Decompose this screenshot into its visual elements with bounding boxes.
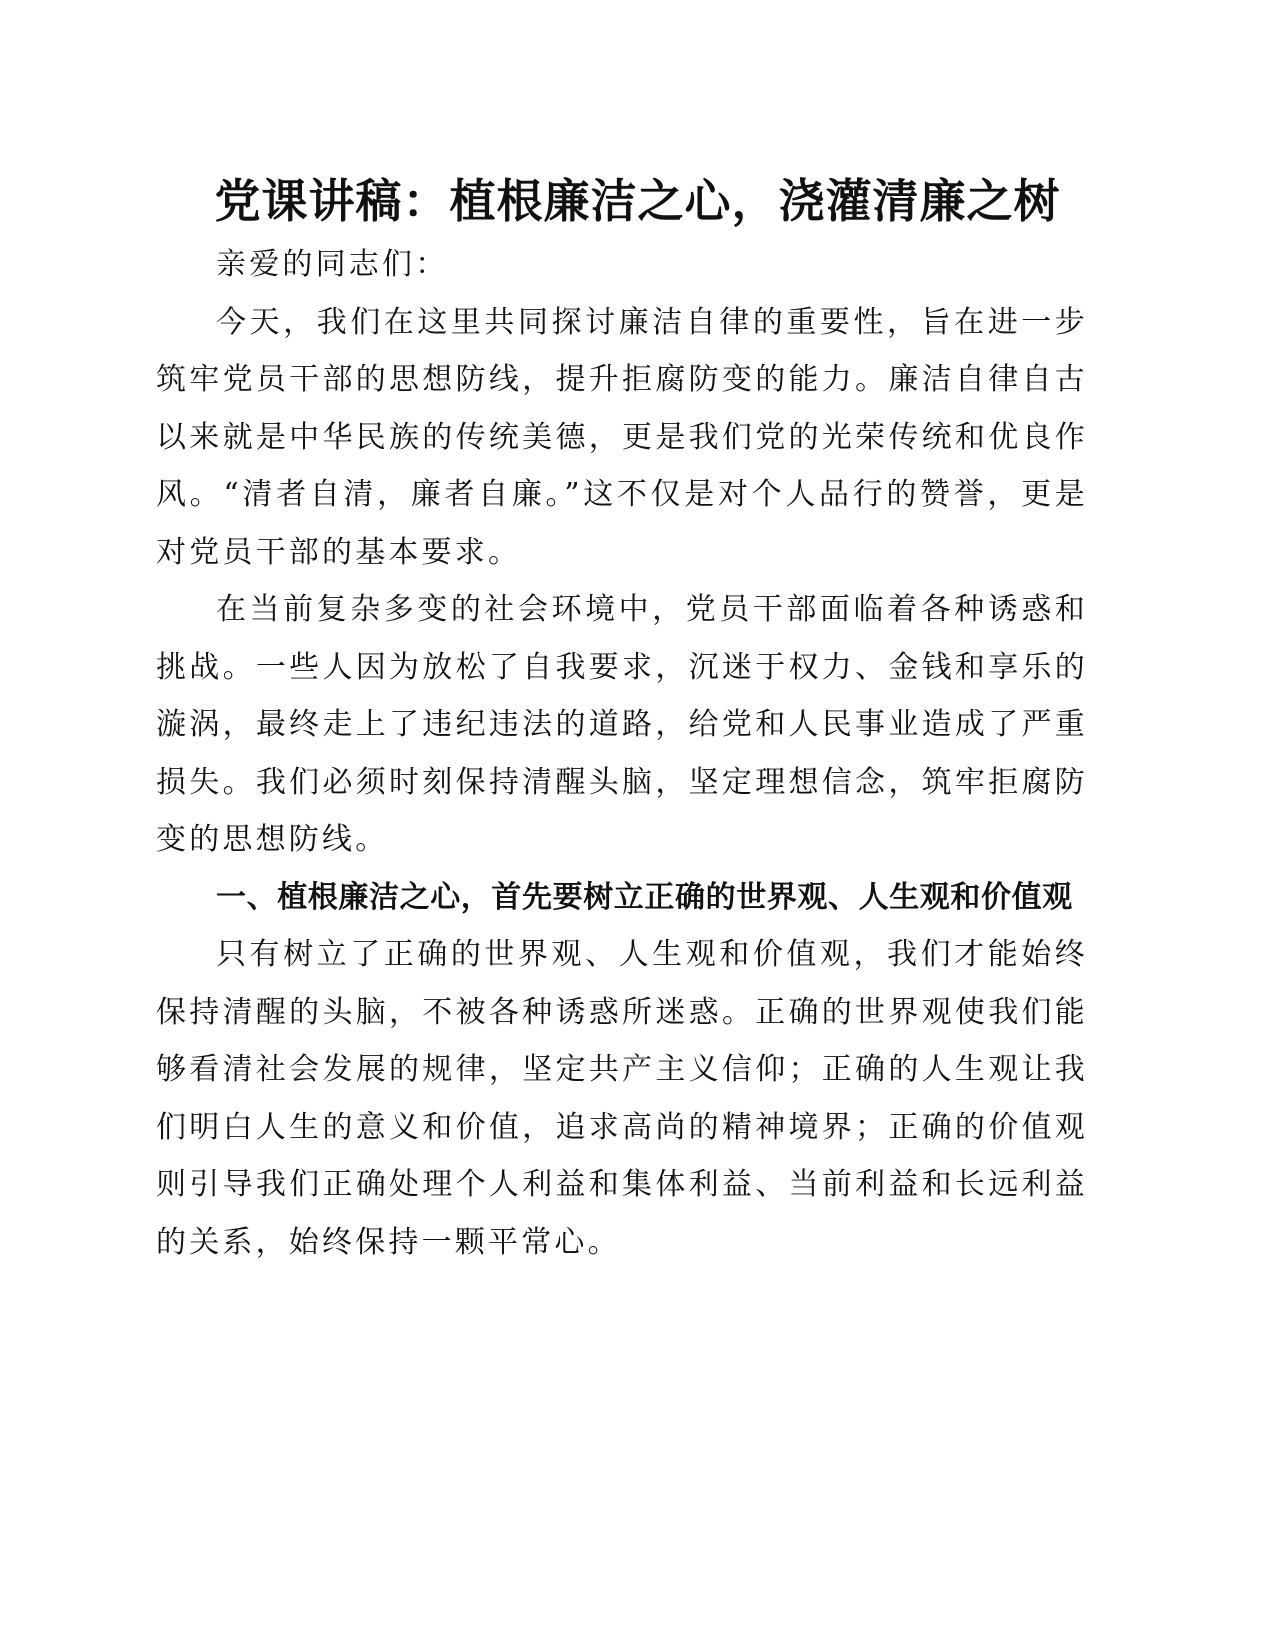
document-body	[156, 236, 1088, 1271]
context-paragraph: 在当前复杂多变的社会环境中，党员干部面临着各种诱惑和挑战。一些人因为放松了自我要求，沉迷于权力、金钱和享乐的漩涡，最终走上了违纪违法的道路，给党和人民事业造成了严重损失。我们必须时刻保持清醒头脑，坚定理想信念，筑牢拒腐防变的思想防线。	[156, 592, 1088, 857]
page-title: 党课讲稿：植根廉洁之心，浇灌清廉之树	[214, 174, 1061, 228]
section-paragraph: 只有树立了正确的世界观、人生观和价值观，我们才能始终保持清醒的头脑，不被各种诱惑所迷惑。正确的世界观使我们能够看清社会发展的规律，坚定共产主义信仰；正确的人生观让我们明白人生的意义和价值，追求高尚的精神境界；正确的价值观则引导我们正确处理个人利益和集体利益、当前利益和长远利益的关系，始终保持一颗平常心。	[156, 937, 1088, 1260]
section-heading: 一、植根廉洁之心，首先要树立正确的世界观、人生观和价值观	[216, 879, 1073, 915]
intro-paragraph: 今天，我们在这里共同探讨廉洁自律的重要性，旨在进一步筑牢党员干部的思想防线，提升拒腐防变的能力。廉洁自律自古以来就是中华民族的传统美德，更是我们党的光荣传统和优良作风。“清者自清，廉者自廉。”这不仅是对个人品行的赞誉，更是对党员干部的基本要求。	[156, 304, 1088, 570]
salutation-paragraph: 亲爱的同志们：	[216, 247, 449, 282]
